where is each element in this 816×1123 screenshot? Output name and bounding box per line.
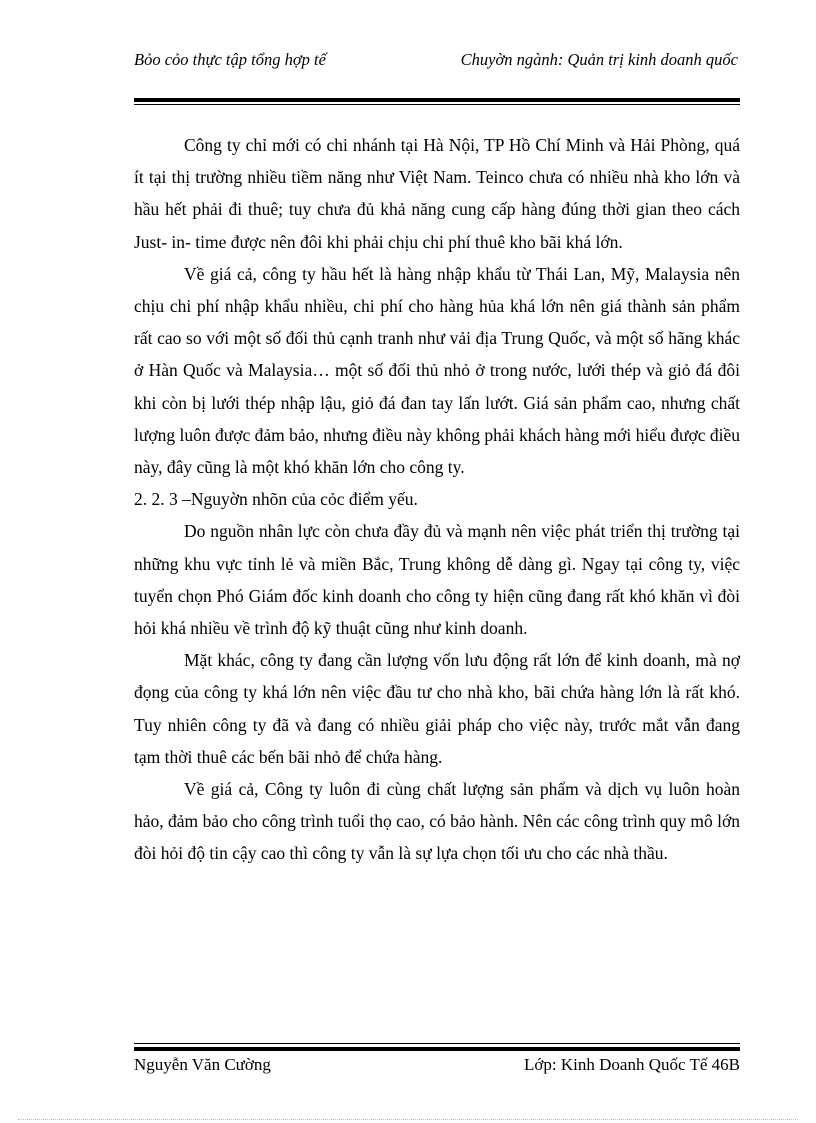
paragraph-human-resources: Do nguồn nhân lực còn chưa đầy đủ và mạnh nên việc phát triển thị trường tại những khu vực tỉnh lẻ và miền Bắc, Trung không dễ dàng gì. Ngay tại công ty, việc tuyển chọn Phó Giám đốc kinh doanh cho công ty hiện cũng đang rất khó khăn vì đòi hỏi khá nhiều về trình độ kỹ thuật cũng như kinh doanh. <box>134 521 740 639</box>
page-edge <box>18 1119 798 1120</box>
header-rule-thick <box>134 98 740 102</box>
paragraph-branches: Công ty chỉ mới có chi nhánh tại Hà Nội, TP Hồ Chí Minh và Hải Phòng, quá ít tại thị trường nhiều tiềm năng như Việt Nam. Teinco chưa có nhiều nhà kho lớn và hầu hết phải đi thuê; tuy chưa đủ khả năng cung cấp hàng đúng thời gian theo cách Just- in- time được nên đôi khi phải chịu chi phí thuê kho bãi khá lớn. <box>134 135 740 252</box>
footer-rule-thick <box>134 1047 740 1051</box>
footer-author: Nguyễn Văn Cường <box>134 1055 271 1074</box>
page-footer <box>134 1054 740 1078</box>
page-header <box>134 50 738 96</box>
paragraph-quality: Về giá cả, Công ty luôn đi cùng chất lượng sản phẩm và dịch vụ luôn hoàn hảo, đảm bảo cho công trình tuổi thọ cao, có bảo hành. Nên các công trình quy mô lớn đòi hỏi độ tin cậy cao thì công ty vẫn là sự lựa chọn tối ưu cho các nhà thầu. <box>134 779 740 864</box>
section-heading: 2. 2. 3 –Nguyờn nhõn của cỏc điểm yếu. <box>134 489 418 510</box>
header-major: Chuyờn ngành: Quản trị kinh doanh quốc <box>460 50 738 69</box>
footer-class: Lớp: Kinh Doanh Quốc Tế 46B <box>524 1055 740 1074</box>
footer-rule-thin <box>134 1043 740 1044</box>
document-body <box>134 129 740 870</box>
header-report-title: Bỏo cỏo thực tập tổng hợp tế <box>134 50 326 69</box>
paragraph-pricing-imports: Về giá cả, công ty hầu hết là hàng nhập khẩu từ Thái Lan, Mỹ, Malaysia nên chịu chi phí nhập khẩu nhiều, chi phí cho hàng hủa khá lớn nên giá thành sản phẩm rất cao so với một số đối thủ cạnh tranh như vải địa Trung Quốc, và một số hãng khác ở Hàn Quốc và Malaysia… một số đối thủ nhỏ ở trong nước, lưới thép và giỏ đá đôi khi còn bị lưới thép nhập lậu, giỏ đá đan tay lấn lướt. Giá sản phẩm cao, nhưng chất lượng luôn được đảm bảo, nhưng điều này không phải khách hàng mới hiểu được điều này, đây cũng là một khó khăn lớn cho công ty. <box>134 263 740 478</box>
header-rule-thin <box>134 104 740 105</box>
paragraph-working-capital: Mặt khác, công ty đang cần lượng vốn lưu động rất lớn để kinh doanh, mà nợ đọng của công ty khá lớn nên việc đầu tư cho nhà kho, bãi chứa hàng lớn là rất khó. Tuy nhiên công ty đã và đang có nhiều giải pháp cho việc này, trước mắt vẫn đang tạm thời thuê các bến bãi nhỏ để chứa hàng. <box>134 650 740 767</box>
